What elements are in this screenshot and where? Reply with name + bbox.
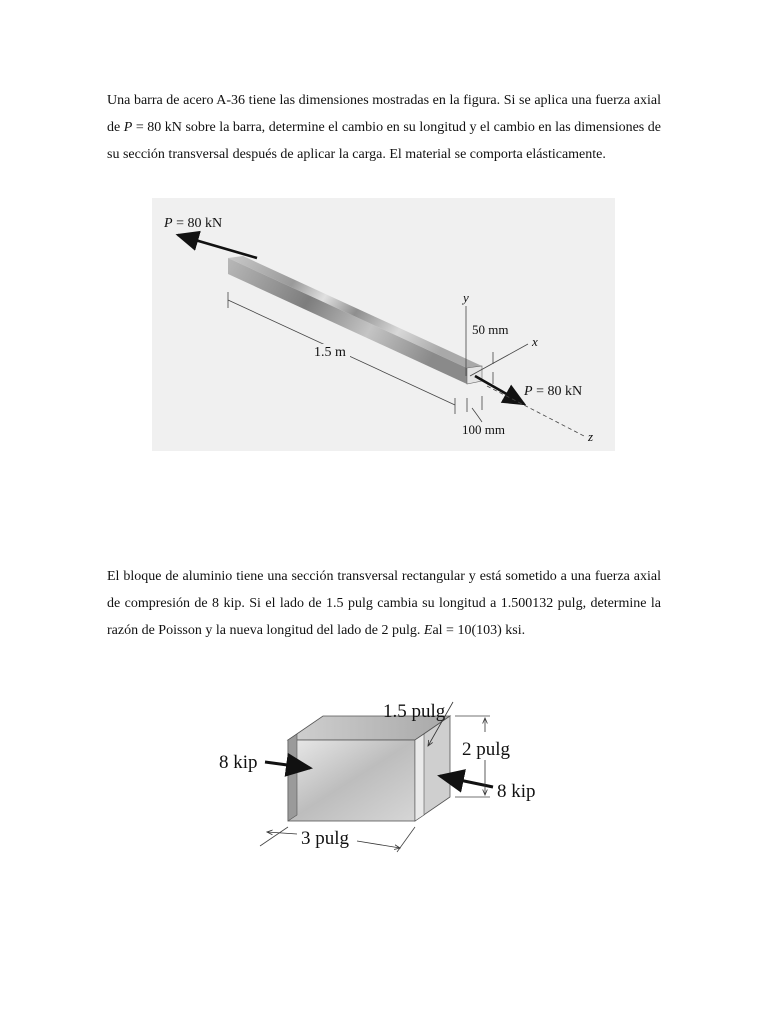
problem-1-text-a: Una barra de acero A-36 tiene las dimensiones mostradas en la figura. Si se aplica una fuerza axial de: [107, 93, 661, 135]
problem-1-var-p: P: [123, 120, 133, 135]
length-ext-left: [260, 827, 288, 846]
x-axis-label: x: [532, 334, 538, 349]
length-arrow-right: [357, 841, 400, 848]
problem-2-text-a: El bloque de aluminio tiene una sección transversal rectangular y está sometido a una fuerza axial de compresión de 8 kip. Si el lado de 1.5 pulg cambia su longitud a 1.500132 pulg, determine la razón de Poisson y la nueva longitud del lado de 2 pulg.: [107, 569, 661, 638]
end-plate-left: [288, 734, 297, 821]
force-label-right: P = 80 kN: [524, 384, 583, 399]
steel-bar-figure: [152, 198, 615, 451]
problem-1-text-b: = 80 kN sobre la barra, determine el cambio en su longitud y el cambio en las dimensiones de su sección transversal después de aplicar la carga. El material se comporta elásticamente.: [107, 120, 661, 162]
problem-2-var-e: E: [423, 623, 433, 638]
aluminum-block-diagram: [205, 692, 550, 855]
force-label-left: 8 kip: [219, 752, 258, 773]
force-label-left: P = 80 kN: [164, 216, 223, 231]
force-label-right: 8 kip: [497, 781, 536, 802]
steel-bar-diagram: [152, 198, 615, 451]
length-label: 1.5 m: [314, 345, 346, 360]
height-label: 2 pulg: [462, 739, 511, 760]
aluminum-block-figure: [205, 692, 550, 855]
width-label: 100 mm: [462, 422, 505, 437]
problem-2-text-b: al = 10(103) ksi.: [432, 623, 526, 638]
length-label: 3 pulg: [301, 828, 350, 849]
end-plate-right: [415, 734, 424, 821]
bar-end-face-right: [467, 366, 482, 384]
height-label: 50 mm: [472, 322, 509, 337]
block-front-face: [288, 740, 415, 821]
length-arrow-left: [267, 832, 297, 834]
depth-label: 1.5 pulg: [383, 701, 446, 722]
y-axis-label: y: [463, 290, 469, 305]
problem-1-text: [107, 87, 661, 168]
z-axis-label: z: [588, 429, 594, 444]
problem-2-text: [107, 563, 661, 644]
